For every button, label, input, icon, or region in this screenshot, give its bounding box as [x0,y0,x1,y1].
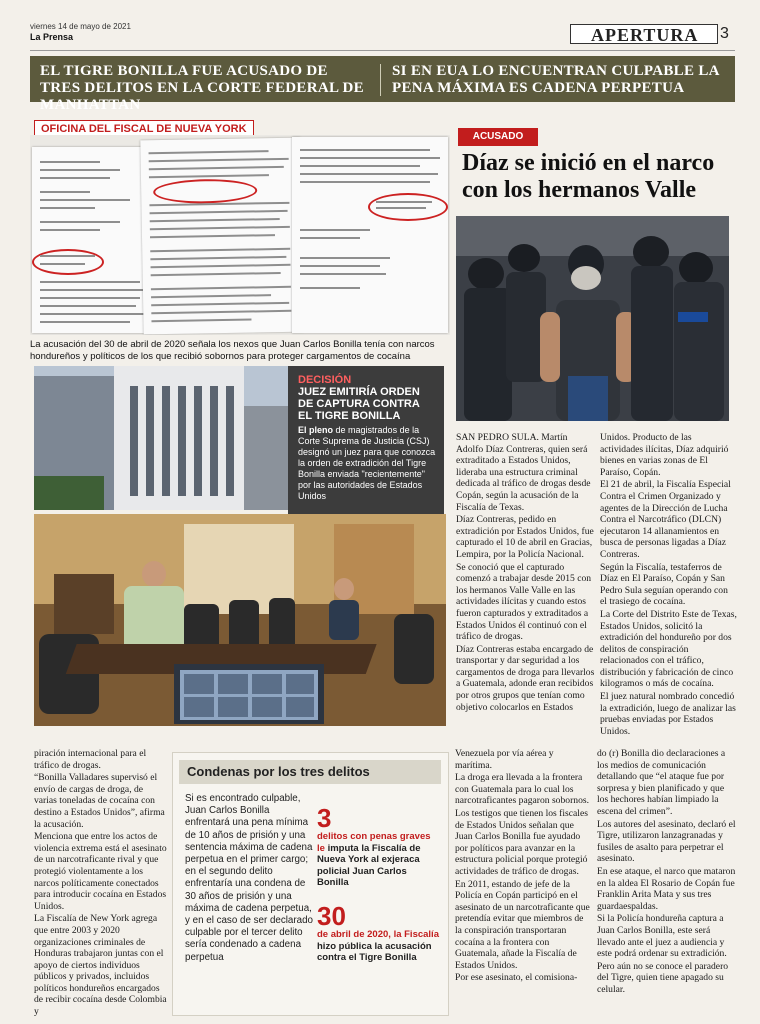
issue-date: viernes 14 de mayo de 2021 [30,22,131,31]
stat-description: imputa la Fiscalía de Nueva York al exjeraca policial Juan Carlos Bonilla [317,842,421,888]
stat-thirty-abril [317,903,441,964]
paragraph: piración internacional para el tráfico de drogas. [34,748,147,771]
bonilla-article-column-1 [34,748,167,1019]
paragraph: Menciona que entre los actos de violencia extrema está el asesinato de un narcotraficante rival y que protegió violentamente a los narcos políticamente conectados para introducir cocaína en Estados Unidos. [34,831,167,912]
indictment-document-photo [30,135,450,335]
document-page-1 [32,147,152,333]
court-meeting-photo [34,514,446,726]
decision-kicker: DECISIÓN [298,374,352,386]
condenas-summary: Si es encontrado culpable, Juan Carlos Bonilla enfrentará una pena mínima de 10 años de prisión y una sentencia máxima de cadena perpetua en el primer cargo; en el segundo delito enfrentaría una condena de 30 años de prisión y una máxima de cadena perpetua, y en el caso de ser declarado culpable por el tercer delito sería condenado a cadena perpetua [185,793,313,963]
stat-description: hizo pública la acusación contra el Tigre Bonilla [317,940,432,963]
newspaper-name: La Prensa [30,32,74,42]
doc-section-tag: OFICINA DEL FISCAL DE NUEVA YORK [34,120,254,138]
paragraph: Por ese asesinato, el comisiona- [455,972,578,984]
banner-divider [380,64,381,96]
paragraph: La Corte del Distrito Este de Texas, Estados Unidos, solicitó la extradición del hondureño por dos delitos de conspiración relacionados con el tráfico, distribución y fabricación de cinco kilogramos o más de cocaína. [600,608,737,690]
document-page-3 [292,137,448,333]
bonilla-article-column-4 [597,748,737,996]
decision-body [298,425,436,502]
stat-number: 30 [317,901,346,931]
stat-lead: de abril de 2020, la Fiscalía [317,929,439,940]
diaz-article-column-1 [456,432,596,714]
page-number: 3 [720,25,729,42]
paragraph: Los autores del asesinato, declaró el Tigre, utilizaron lanzagranadas y fusiles de asalto para perpetrar el asesinato. [597,818,736,865]
document-page-2 [140,138,303,335]
highlight-circle [153,178,257,204]
paragraph: Los testigos que tienen los fiscales de Estados Unidos señalan que Juan Carlos Bonilla fue ayudado por políticos para avanzar en la estructura policial porque protegió actividades de tráfico de drogas. [455,807,588,877]
arrest-photo-art [456,216,729,421]
paragraph: El juez natural nombrado concedió la extradición, luego de analizar las pruebas enviadas por Estados Unidos. [600,691,736,737]
paragraph: Díaz Contreras estaba encargado de transportar y dar seguridad a los cargamentos de droga para llevarlos a Guatemala, adonde eran recibidos por otros grupos que tenían como objetivo colocarlos en Estados [456,643,595,713]
paragraph: El 21 de abril, la Fiscalía Especial Contra el Crimen Organizado y agentes de la Dirección de Lucha Contra el Narcotráfico (DLCN) ejecutaron 14 allanamientos en busca de personas ligadas a Díaz Contreras. [600,479,731,560]
decision-body-lead: El pleno [298,425,334,435]
stat-text [317,831,441,889]
diaz-article-column-2 [600,432,737,738]
paragraph: Se conoció que el capturado comenzó a trabajar desde 2015 con los hermanos Valle Valle en las actividades ilícitas y cuando estos fueron capturados y extraditados a Estados Unidos él continuó con el tráfico de drogas. [456,561,592,643]
paragraph: do (r) Bonilla dio declaraciones a los medios de comunicación detallando que “el ataque fue por sorpresa y bien planificado y que los hechores habían limpiado la escena del crimen”. [597,748,726,817]
document-caption: La acusación del 30 de abril de 2020 señala los nexos que Juan Carlos Bonilla tenía con narcos hondureños y políticos de los que recibió sobornos para proteger cargamentos de cocaína [30,339,435,362]
decision-body-text: de magistrados de la Corte Suprema de Justicia (CSJ) designó un juez para que conozca la orden de extradición del Tigre Bonilla enviada "recientemente" por las autoridades de Estados Unidos [298,425,436,501]
paragraph: Unidos. Producto de las actividades ilícitas, Díaz adquirió bienes en varias zonas de El Paraíso, Copán. [600,432,729,478]
meeting-photo-art [34,514,446,726]
paragraph: SAN PEDRO SULA. Martín Adolfo Díaz Contreras, quien será extraditado a Estados Unidos, lideraba una estructura criminal dedicada al tráfico de drogas desde Copán, según la acusación de la Fiscalía de Texas. [456,432,591,513]
arrest-photo [456,216,729,421]
condenas-box [172,752,449,1016]
stat-lead: delitos con penas graves le [317,831,431,854]
stat-number: 3 [317,803,332,833]
building-photo-art [34,366,288,510]
paragraph: En 2011, estando de jefe de la Policía en Copán participó en el asesinato de un narcotraficante que pretendía evitar que miembros de la conspiración transportaran cocaína a la frontera con Guatemala, añade la Fiscalía de Estados Unidos. [455,878,590,971]
highlight-circle [32,249,104,275]
stat-text [317,929,441,964]
paragraph: Si la Policía hondureña captura a Juan Carlos Bonilla, este será llevado ante el juez a audiencia y este podrá ordenar su extradición. [597,913,727,960]
decision-headline: JUEZ EMITIRÍA ORDEN DE CAPTURA CONTRA EL TIGRE BONILLA [298,386,420,422]
headline-banner [30,56,735,113]
bonilla-article-column-3 [455,748,591,985]
section-label: APERTURA [570,24,718,44]
paragraph: La Fiscalía de New York agrega que entre 2003 y 2020 organizaciones criminales de Honduras trabajaron juntas con el apoyo de ciertos individuos públicos y privados, incluidos políticos hondureños encargados de recibir cocaína desde Colombia y [34,913,167,1018]
stat-three-delitos [317,805,441,889]
paragraph: Díaz Contreras, pedido en extradición por Estados Unidos, fue capturado el 10 de abril en Gracias, Lempira, por la Policía Nacional. [456,514,594,560]
banner-headline-left: EL TIGRE BONILLA FUE ACUSADO DE TRES DELITOS EN LA CORTE FEDERAL DE MANHATTAN [40,63,364,113]
banner-headline-right: SI EN EUA LO ENCUENTRAN CULPABLE LA PENA MÁXIMA ES CADENA PERPETUA [392,63,719,96]
paragraph: Pero aún no se conoce el paradero del Tigre, quien tiene apagado su celular. [597,960,729,995]
diaz-headline: Díaz se inició en el narco con los hermanos Valle [462,150,715,203]
supreme-court-building-photo [34,366,288,510]
paragraph: Según la Fiscalía, testaferros de Díaz en El Paraíso, Copán y San Pedro Sula seguían operando con el trasiego de cocaína. [600,561,728,608]
paragraph: En ese ataque, el narco que mataron en la aldea El Rosario de Copán fue Franklin Arita Mata y sus tres guardaespaldas. [597,865,736,912]
paragraph: Venezuela por vía aérea y marítima. [455,748,554,771]
acusado-tag: ACUSADO [458,128,538,146]
masthead [30,20,735,51]
paragraph: “Bonilla Valladares supervisó el envío de cargas de droga, de varias toneladas de cocaína con destino a Estados Unidos”, afirma la acusación. [34,772,165,830]
condenas-title: Condenas por los tres delitos [179,760,441,784]
decision-box [288,366,444,518]
paragraph: La droga era llevada a la frontera con Guatemala para lo cual los narcotraficantes pagaron sobornos. [455,772,589,807]
